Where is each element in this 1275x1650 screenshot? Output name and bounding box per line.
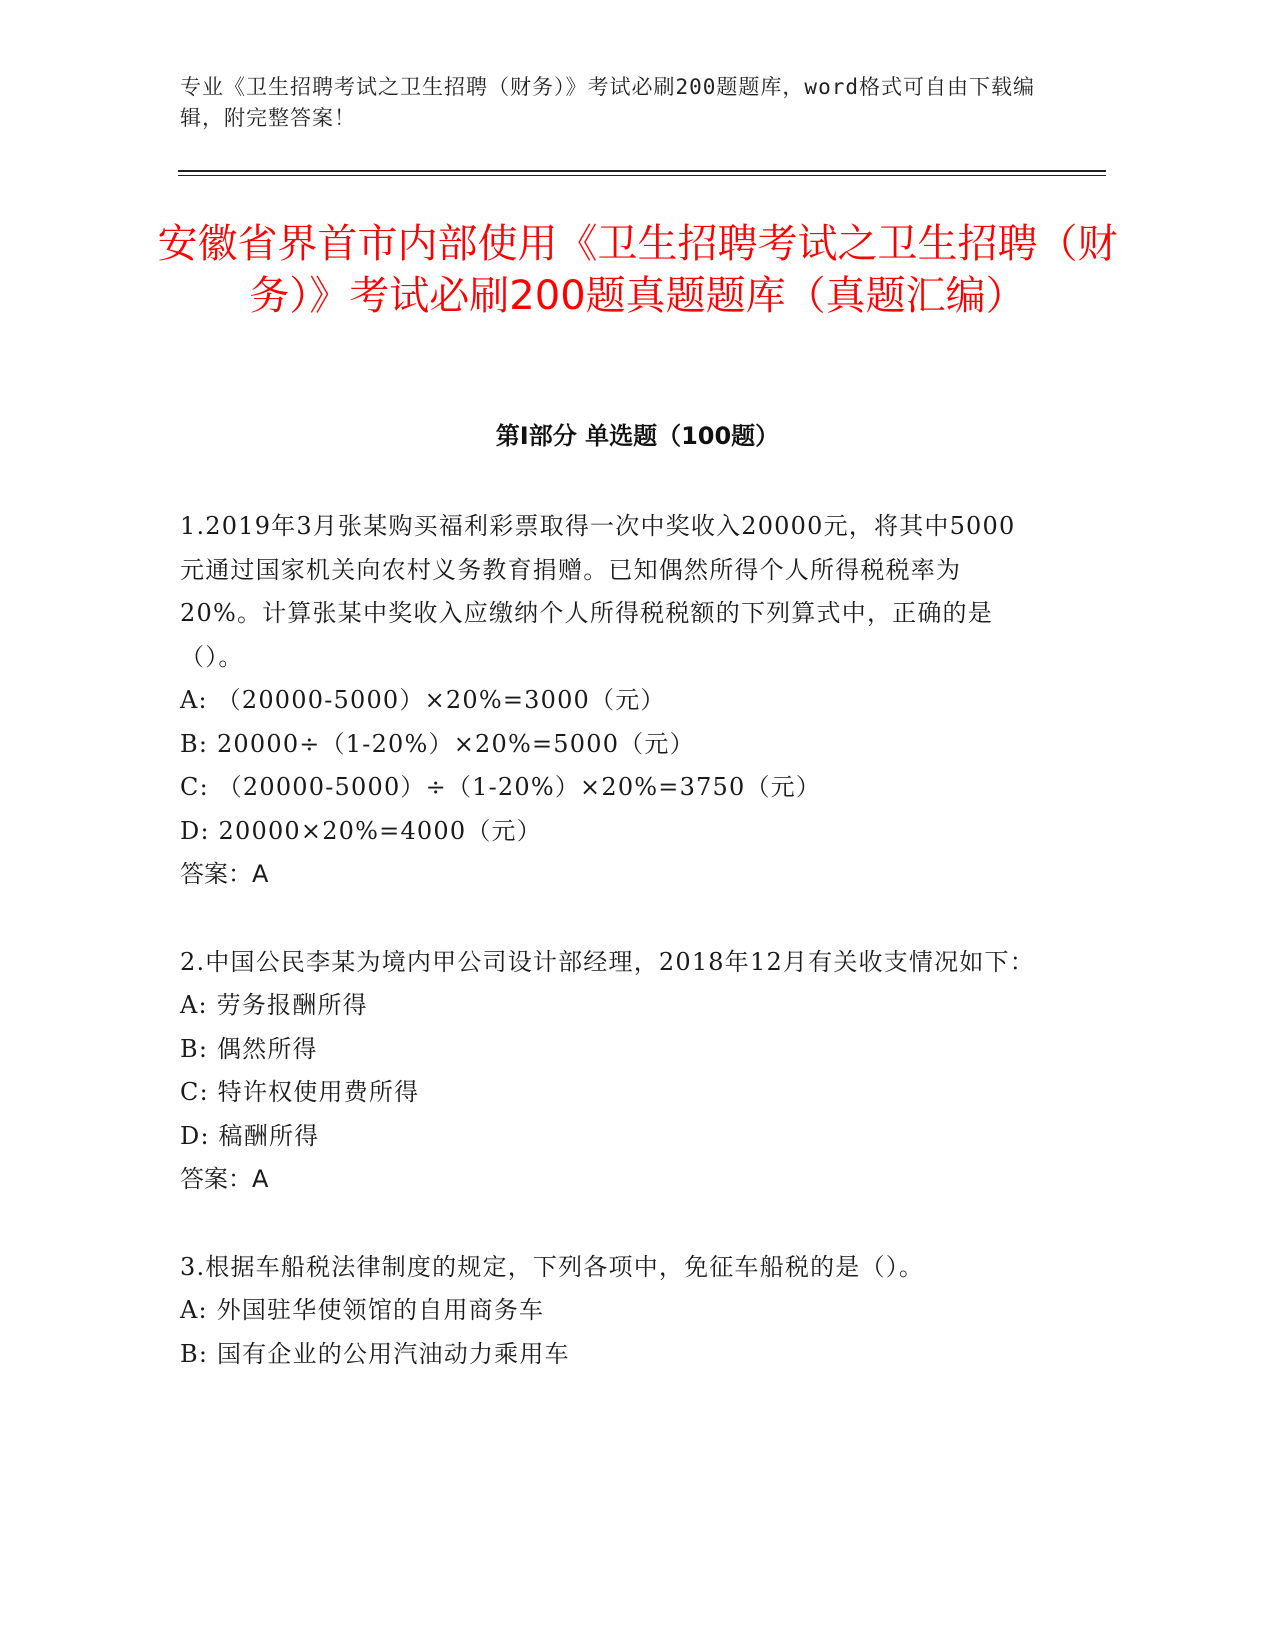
option-d: D: 稿酬所得	[180, 1121, 320, 1150]
question-2	[180, 941, 1040, 1202]
option-c: C: （20000-5000）÷（1-20%）×20%=3750（元）	[180, 773, 822, 801]
document-title: 安徽省界首市内部使用《卫生招聘考试之卫生招聘（财务）》考试必刷200题真题题库（真题汇编）	[157, 221, 1118, 319]
question-1	[180, 505, 1040, 897]
option-a: A: （20000-5000）×20%=3000（元）	[180, 686, 666, 714]
header-note: 专业《卫生招聘考试之卫生招聘（财务）》考试必刷200题题库，word格式可自由下载编辑，附完整答案！	[180, 75, 1035, 130]
option-a: A: 劳务报酬所得	[180, 991, 368, 1019]
question-stem: 3.根据车船税法律制度的规定，下列各项中，免征车船税的是（）。	[180, 1252, 925, 1281]
option-b: B: 20000÷（1-20%）×20%=5000（元）	[180, 729, 695, 758]
answer: 答案：A	[180, 1165, 269, 1193]
option-b: B: 国有企业的公用汽油动力乘用车	[180, 1339, 570, 1368]
option-d: D: 20000×20%=4000（元）	[180, 816, 542, 845]
answer: 答案：A	[180, 860, 269, 888]
option-b: B: 偶然所得	[180, 1034, 318, 1063]
section-title: 第I部分 单选题（100题）	[495, 422, 780, 450]
option-c: C: 特许权使用费所得	[180, 1078, 420, 1106]
question-list	[180, 505, 1040, 1420]
header-divider	[178, 170, 1106, 176]
question-3	[180, 1246, 1040, 1377]
question-stem: 1.2019年3月张某购买福利彩票取得一次中奖收入20000元，将其中5000元通过国家机关向农村义务教育捐赠。已知偶然所得个人所得税税率为20%。计算张某中奖收入应缴纳个人所得税税额的下列算式中，正确的是（）。	[180, 512, 1016, 671]
option-a: A: 外国驻华使领馆的自用商务车	[180, 1296, 545, 1324]
question-stem: 2.中国公民李某为境内甲公司设计部经理，2018年12月有关收支情况如下：	[180, 947, 1035, 976]
